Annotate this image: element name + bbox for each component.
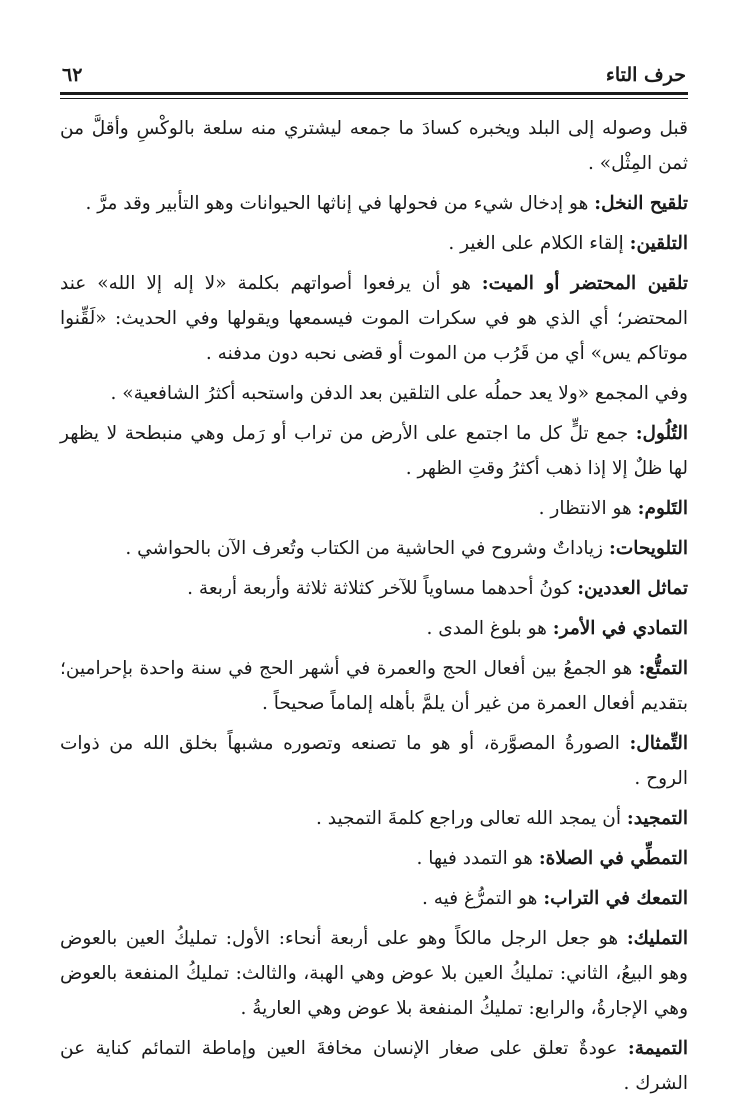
entry-6 (60, 491, 688, 526)
entry-9 (60, 611, 688, 646)
entry-text: هو الانتظار . (538, 498, 638, 519)
entry-term: التمطِّي في الصلاة: (538, 848, 688, 869)
entry-11 (60, 726, 688, 796)
page-number: ٦٢ (62, 64, 83, 86)
entry-1 (60, 186, 688, 221)
chapter-title: حرف التاء (605, 64, 686, 86)
entry-13 (60, 841, 688, 876)
entry-4 (60, 376, 688, 411)
entry-3 (60, 266, 688, 371)
book-page (60, 58, 688, 1106)
entry-2 (60, 226, 688, 261)
entry-15 (60, 921, 688, 1026)
entry-7 (60, 531, 688, 566)
entry-text: هو التمرُّغ فيه . (421, 888, 544, 909)
entry-text: هو جعل الرجل مالكاً وهو على أربعة أنحاء: الأول: تمليكُ العين بالعوض وهو البيعُ، الثاني: تمليكُ العين بلا عوض وهي الهبة، والثالث: تمليكُ المنفعة بالعوض وهي الإجارةُ، والرابع: تمليكُ المنفعة بلا عوض وهي العاريةُ . (60, 928, 688, 1019)
entry-term: التمجيد: (626, 808, 688, 829)
entry-text: جمع تلٍّ كل ما اجتمع على الأرض من تراب أو رَمل وهي منبطحة لا يظهر لها ظلٌ إلا إذا ذهب أكثرُ وقتِ الظهر . (60, 423, 688, 479)
entry-term: التمادي في الأمر: (552, 618, 688, 639)
entry-term: التمتُّع: (638, 658, 688, 679)
entry-text: الصورةُ المصوَّرة، أو هو ما تصنعه وتصوره مشبهاً بخلق الله من ذوات الروح . (60, 733, 688, 789)
entry-term: تماثل العددين: (577, 578, 688, 599)
entry-0 (60, 111, 688, 181)
entry-text: هو بلوغ المدى . (426, 618, 553, 639)
entry-16 (60, 1031, 688, 1101)
entry-text: هو إدخال شيء من فحولها في إناثها الحيوانات وهو التأبير وقد مرَّ . (85, 193, 595, 214)
entry-text: زياداتٌ وشروح في الحاشية من الكتاب وتُعرف الآن بالحواشي . (125, 538, 609, 559)
entry-text: عودةٌ تعلق على صغار الإنسان مخافةَ العين وإماطة التمائم كناية عن الشرك . (60, 1038, 688, 1094)
entry-term: تلقين المحتضر أو الميت: (481, 273, 688, 294)
entry-14 (60, 881, 688, 916)
entry-term: التمعك في التراب: (543, 888, 688, 909)
entry-text: هو الجمعُ بين أفعال الحج والعمرة في أشهر الحج في سنة واحدة بإحرامين؛ بتقديم أفعال العمرة من غير أن يلمَّ بأهله إلماماً صحيحاً . (60, 658, 688, 714)
entry-list (60, 111, 688, 1101)
header-rule-thin (60, 98, 688, 99)
entry-text: هو أن يرفعوا أصواتهم بكلمة «لا إله إلا الله» عند المحتضر؛ أي الذي هو في سكرات الموت فيسمعها ويقولها وفي الحديث: «لَقِّنوا موتاكم يس» أي من قَرُب من الموت أو قضى نحبه دون مدفنه . (60, 273, 688, 364)
entry-term: التميمة: (627, 1038, 688, 1059)
entry-10 (60, 651, 688, 721)
entry-8 (60, 571, 688, 606)
entry-term: تلقيح النخل: (594, 193, 688, 214)
entry-term: التلويحات: (608, 538, 688, 559)
entry-text: أن يمجد الله تعالى وراجع كلمةَ التمجيد . (316, 808, 627, 829)
entry-text: إلقاء الكلام على الغير . (448, 233, 630, 254)
entry-text: هو التمدد فيها . (416, 848, 539, 869)
page-header (60, 58, 688, 86)
entry-term: التمليك: (626, 928, 688, 949)
entry-text: كونُ أحدهما مساوياً للآخر كثلاثة ثلاثة وأربعة أربعة . (187, 578, 578, 599)
entry-12 (60, 801, 688, 836)
entry-text: قبل وصوله إلى البلد ويخبره كسادَ ما جمعه ليشتري منه سلعة بالوكْسِ وأقلَّ من ثمن المِثْل» . (60, 118, 688, 174)
header-rule-thick (60, 92, 688, 95)
entry-term: التلقين: (629, 233, 688, 254)
entry-text: وفي المجمع «ولا يعد حملُه على التلقين بعد الدفن واستحبه أكثرُ الشافعية» . (110, 383, 688, 404)
entry-term: التُلُول: (635, 423, 688, 444)
entry-term: التَلوم: (637, 498, 688, 519)
entry-term: التِّمثال: (629, 733, 688, 754)
entry-5 (60, 416, 688, 486)
